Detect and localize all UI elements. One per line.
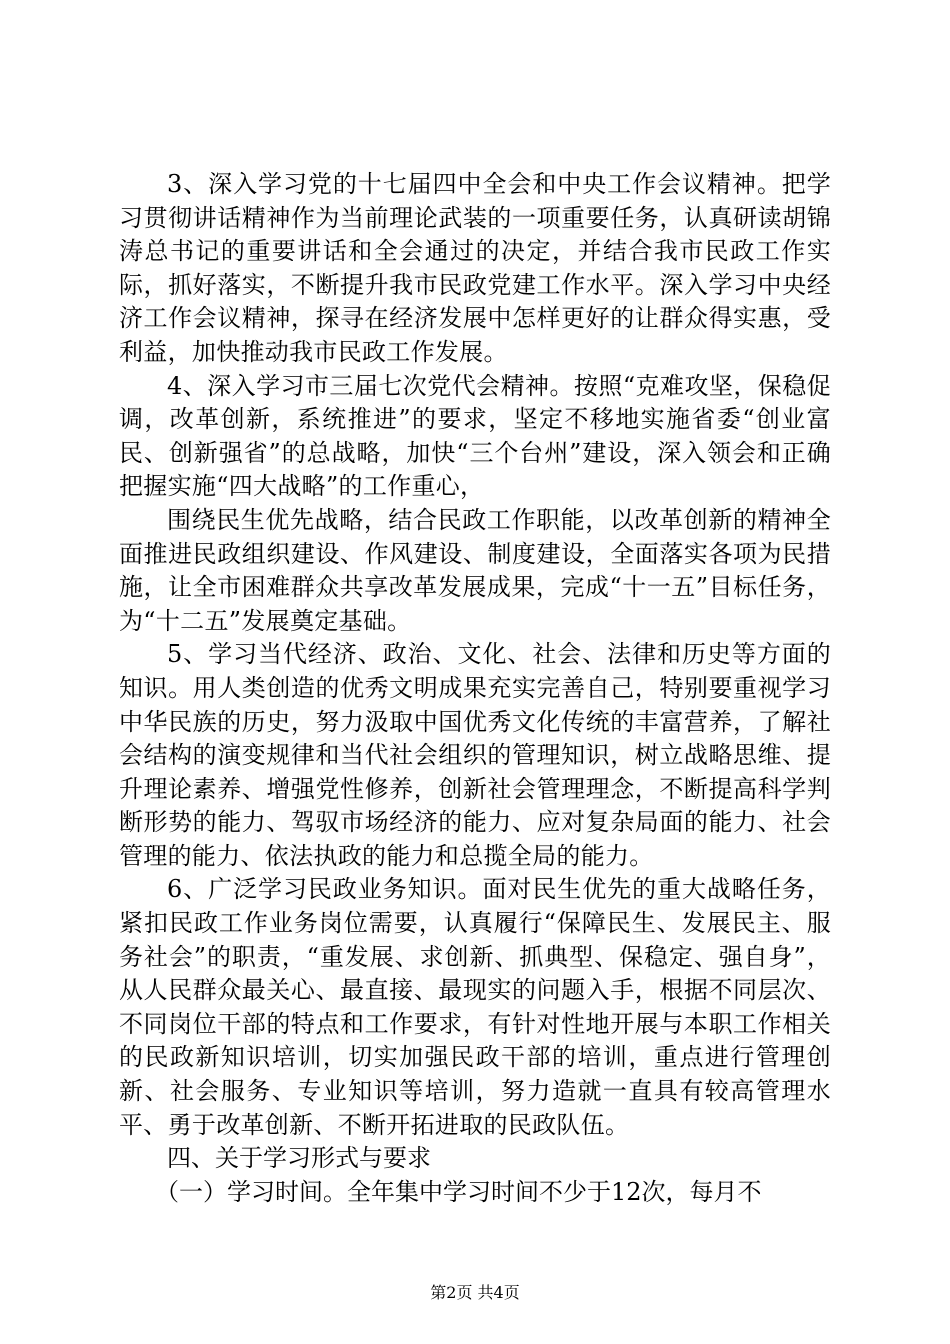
section-heading: 四、关于学习形式与要求 xyxy=(167,1144,431,1173)
document-body xyxy=(119,168,831,1209)
paragraph-livelihood-strategy: 围绕民生优先战略，结合民政工作职能，以改革创新的精神全面推进民政组织建设、作风建设、制度建设，全面落实各项为民措施，让全市困难群众共享改革发展成果，完成“十一五”目标任务，为“十二五”发展奠定基础。 xyxy=(119,505,831,635)
paragraph-study-knowledge: 5、学习当代经济、政治、文化、社会、法律和历史等方面的知识。用人类创造的优秀文明成果充实完善自己，特别要重视学习中华民族的历史，努力汲取中国优秀文化传统的丰富营养，了解社会结构的演变规律和当代社会组织的管理知识，树立战略思维、提升理论素养、增强党性修养，创新社会管理理念，不断提高科学判断形势的能力、驾驭市场经济的能力、应对复杂局面的能力、社会管理的能力、依法执政的能力和总揽全局的能力。 xyxy=(119,640,831,870)
paragraph-civil-affairs-knowledge: 6、广泛学习民政业务知识。面对民生优先的重大战略任务，紧扣民政工作业务岗位需要，认真履行“保障民生、发展民主、服务社会”的职责，“重发展、求创新、抓典型、保稳定、强自身”，从人民群众最关心、最直接、最现实的问题入手，根据不同层次、不同岗位干部的特点和工作要求，有针对性地开展与本职工作相关的民政新知识培训，切实加强民政干部的培训，重点进行管理创新、社会服务、专业知识等培训，努力造就一直具有较高管理水平、勇于改革创新、不断开拓进取的民政队伍。 xyxy=(119,875,831,1139)
paragraph-study-time: （一）学习时间。全年集中学习时间不少于12次，每月不 xyxy=(155,1177,762,1206)
page-number-footer: 第2页 共4页 xyxy=(430,1283,520,1302)
paragraph-study-fourth-plenum: 3、深入学习党的十七届四中全会和中央工作会议精神。把学习贯彻讲话精神作为当前理论武装的一项重要任务，认真研读胡锦涛总书记的重要讲话和全会通过的决定，并结合我市民政工作实际，抓好落实，不断提升我市民政党建工作水平。深入学习中央经济工作会议精神，探寻在经济发展中怎样更好的让群众得实惠，受利益，加快推动我市民政工作发展。 xyxy=(119,170,831,366)
paragraph-study-party-congress: 4、深入学习市三届七次党代会精神。按照“克难攻坚，保稳促调，改革创新，系统推进”的要求，坚定不移地实施省委“创业富民、创新强省”的总战略，加快“三个台州”建设，深入领会和正确把握实施“四大战略”的工作重心， xyxy=(119,371,831,501)
